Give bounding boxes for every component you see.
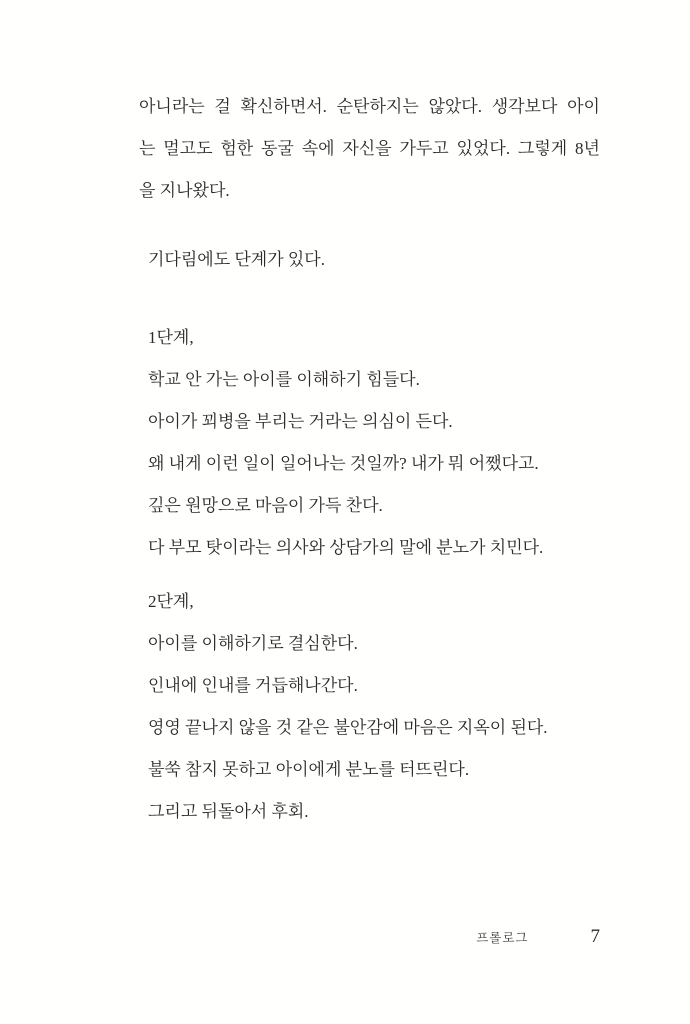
- text-line: 영영 끝나지 않을 것 같은 불안감에 마음은 지옥이 된다.: [148, 718, 548, 737]
- page-text-block: [139, 86, 600, 833]
- stage1-block: [139, 317, 600, 569]
- chapter-label: 프롤로그: [476, 931, 529, 945]
- intro-line: 기다림에도 단계가 있다.: [148, 250, 325, 269]
- stage1-heading: 1단계,: [148, 328, 194, 347]
- stage2-heading: 2단계,: [148, 592, 194, 611]
- text-line: 다 부모 탓이라는 의사와 상담가의 말에 분노가 치민다.: [148, 538, 544, 557]
- text-line: 그리고 뒤돌아서 후회.: [148, 802, 309, 821]
- stage2-block: [139, 581, 600, 833]
- text-line: 아이가 꾀병을 부리는 거라는 의심이 든다.: [148, 412, 453, 431]
- text-line: 인내에 인내를 거듭해나간다.: [148, 676, 358, 695]
- page-footer: [139, 926, 600, 948]
- page-number: 7: [590, 926, 600, 947]
- text-line-justified: 는 멀고도 험한 동굴 속에 자신을 가두고 있었다. 그렇게 8년: [139, 139, 600, 158]
- text-line-justified: 아니라는 걸 확신하면서. 순탄하지는 않았다. 생각보다 아이: [139, 97, 600, 116]
- text-line: 아이를 이해하기로 결심한다.: [148, 634, 358, 653]
- paragraph-continuation: [139, 86, 600, 212]
- text-line: 불쑥 참지 못하고 아이에게 분노를 터뜨린다.: [148, 760, 470, 779]
- text-line: 을 지나왔다.: [139, 181, 230, 200]
- text-line: 왜 내게 이런 일이 일어나는 것일까? 내가 뭐 어쨌다고.: [148, 454, 539, 473]
- text-line: 학교 안 가는 아이를 이해하기 힘들다.: [148, 370, 420, 389]
- text-line: 깊은 원망으로 마음이 가득 찬다.: [148, 496, 383, 515]
